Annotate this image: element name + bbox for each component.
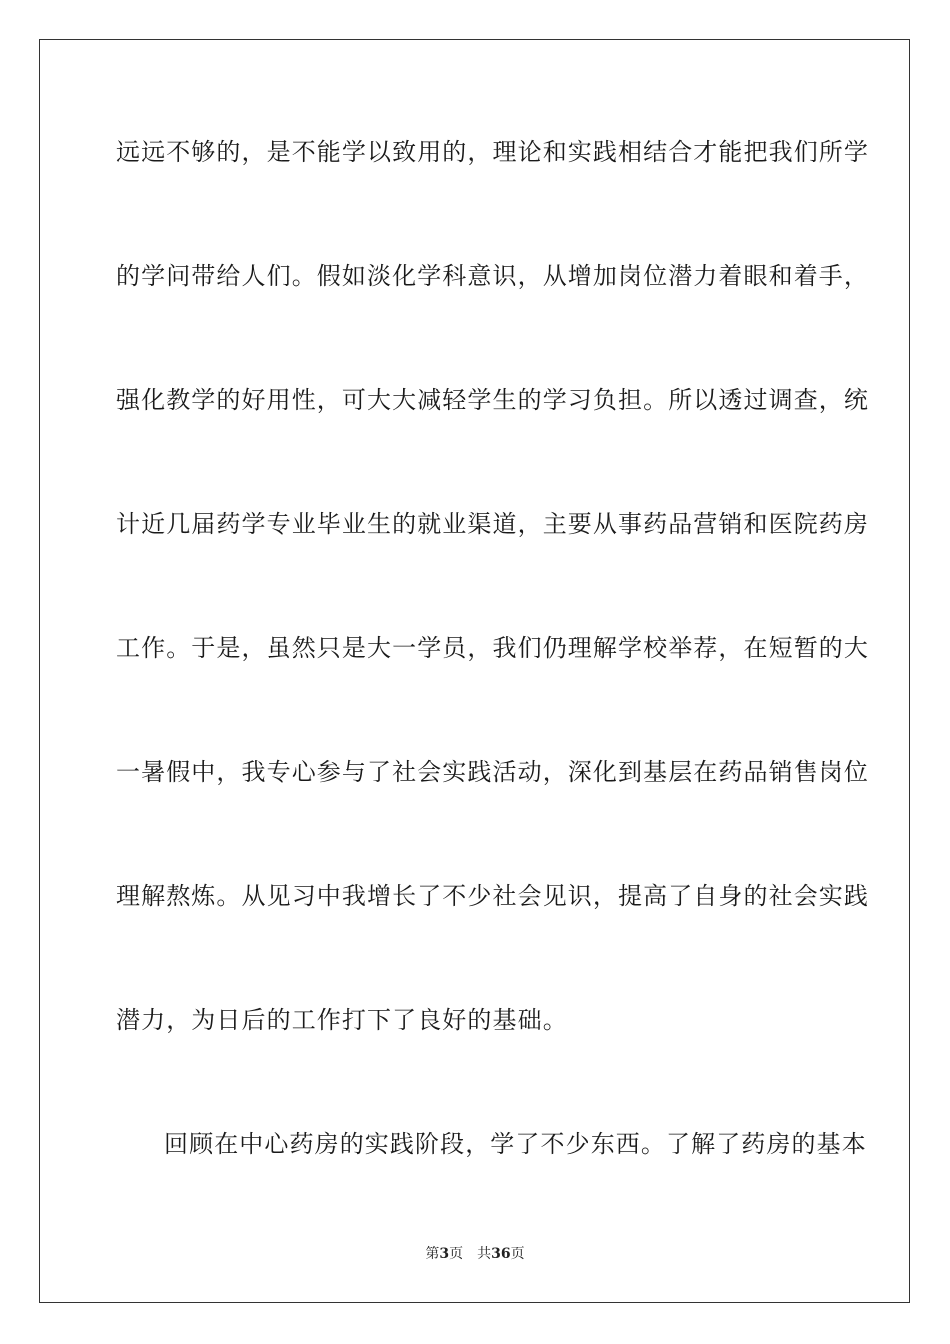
text-line-9: 回顾在中心药房的实践阶段，学了不少东西。了解了药房的基本 bbox=[164, 1130, 867, 1158]
text-line-8: 潜力，为日后的工作打下了良好的基础。 bbox=[116, 1006, 568, 1034]
total-prefix: 共 bbox=[477, 1246, 492, 1262]
text-line-2: 的学问带给人们。假如淡化学科意识，从增加岗位潜力着眼和着手， bbox=[116, 262, 869, 290]
page-footer bbox=[0, 1245, 950, 1263]
total-suffix: 页 bbox=[510, 1246, 525, 1262]
page-suffix: 页 bbox=[449, 1246, 464, 1262]
page-prefix: 第 bbox=[425, 1246, 440, 1262]
text-line-5: 工作。于是，虽然只是大一学员，我们仍理解学校举荐，在短暂的大 bbox=[116, 634, 869, 662]
text-line-1: 远远不够的，是不能学以致用的，理论和实践相结合才能把我们所学 bbox=[116, 138, 869, 166]
text-line-6: 一暑假中，我专心参与了社会实践活动，深化到基层在药品销售岗位 bbox=[116, 758, 869, 786]
total-pages: 36 bbox=[491, 1246, 511, 1262]
text-line-3: 强化教学的好用性，可大大减轻学生的学习负担。所以透过调查，统 bbox=[116, 386, 869, 414]
text-line-4: 计近几届药学专业毕业生的就业渠道，主要从事药品营销和医院药房 bbox=[116, 510, 869, 538]
page-number: 3 bbox=[439, 1246, 450, 1262]
page-border bbox=[39, 39, 910, 1303]
text-line-7: 理解熬炼。从见习中我增长了不少社会见识，提高了自身的社会实践 bbox=[116, 882, 869, 910]
